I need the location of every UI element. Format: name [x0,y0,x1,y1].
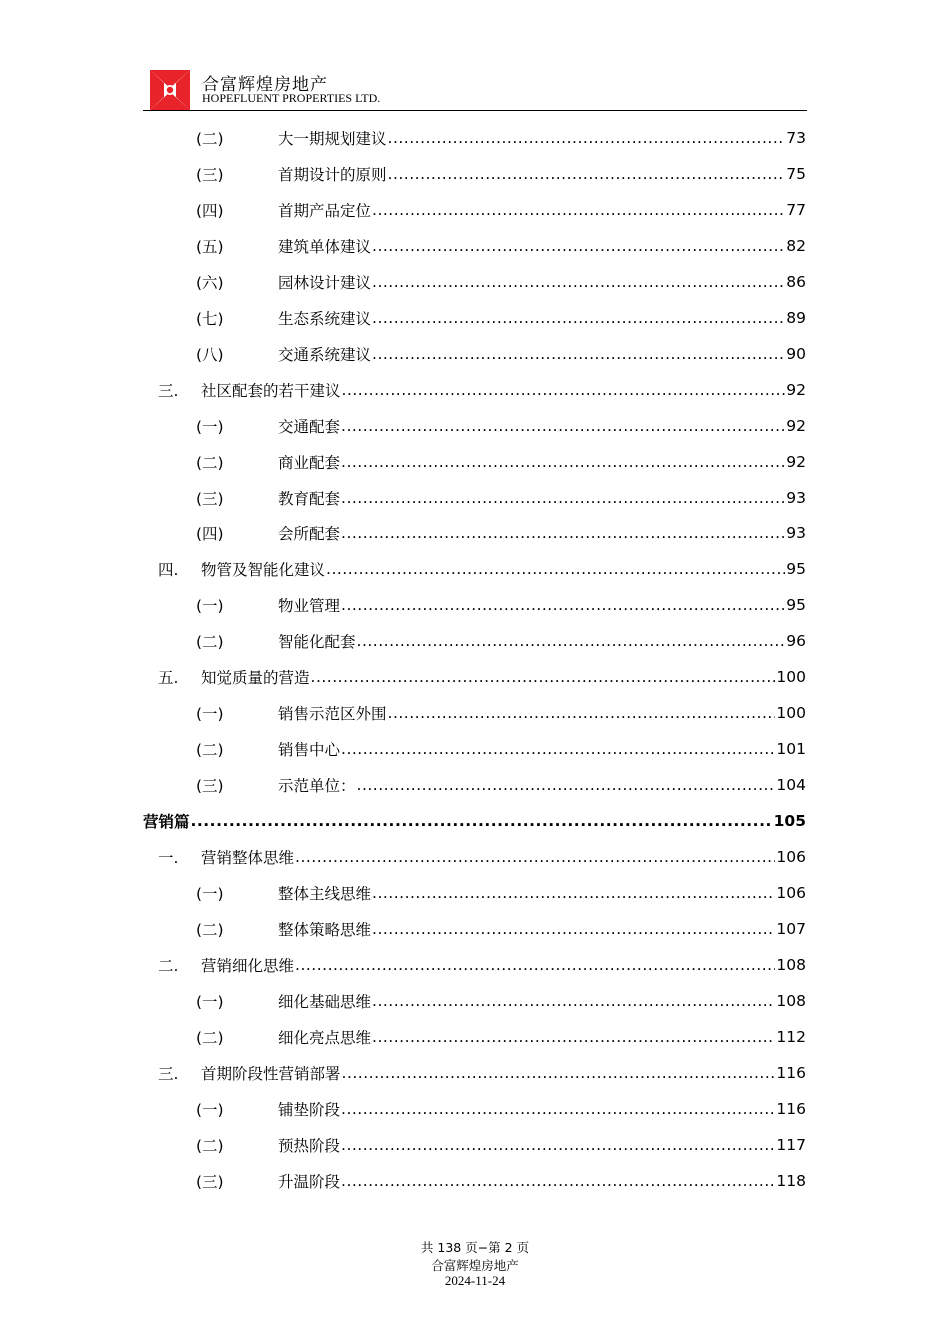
toc-entry-number: (三) [196,777,224,796]
toc-entry-number: (一) [196,705,224,724]
page-header [150,68,807,112]
toc-entry-title: 预热阶段 [278,1136,341,1155]
toc-entry-title: 首期产品定位 [278,201,372,220]
toc-entry-title: 物业管理 [278,597,341,616]
toc-entry[interactable] [196,196,806,224]
toc-entry-page: 93 [786,524,806,543]
toc-entry-title: 交通系统建议 [278,345,372,364]
toc-entry-title: 整体策略思维 [278,920,372,939]
toc-dot-leader [372,237,785,255]
toc-dot-leader [342,1064,776,1082]
toc-entry-title: 细化基础思维 [278,992,372,1011]
toc-entry-title: 交通配套 [278,417,341,436]
toc-entry-page: 73 [786,129,806,147]
toc-dot-leader [388,165,786,183]
toc-entry-number: (一) [196,1100,224,1119]
toc-entry-title: 生态系统建议 [278,309,372,328]
toc-entry-title: 营销细化思维 [201,956,295,975]
toc-entry[interactable] [196,160,806,188]
toc-entry-number: (四) [196,201,224,220]
toc-entry-page: 92 [786,380,806,399]
toc-entry-number: (三) [196,489,224,508]
toc-entry-title: 升温阶段 [278,1172,341,1191]
toc-entry-title: 营销篇 [143,813,190,832]
toc-entry[interactable] [158,843,806,871]
toc-entry[interactable] [196,124,806,152]
toc-entry[interactable] [143,807,806,835]
toc-entry[interactable] [196,519,806,547]
toc-entry-page: 96 [786,632,806,651]
toc-entry-page: 100 [776,668,806,687]
toc-dot-leader [295,956,775,974]
toc-entry-page: 118 [776,1171,806,1190]
footer-date: 2024-11-24 [444,1273,506,1288]
toc-entry-number: (三) [196,1172,224,1191]
toc-entry-page: 86 [786,272,806,291]
toc-entry-title: 建筑单体建议 [278,237,372,256]
toc-entry-page: 108 [776,991,806,1010]
toc-entry-page: 117 [776,1135,806,1154]
toc-entry[interactable] [158,376,806,404]
toc-entry[interactable] [196,1023,806,1051]
toc-entry-page: 116 [776,1063,806,1082]
toc-entry-number: (八) [196,345,224,364]
toc-entry-title: 商业配套 [278,453,341,472]
toc-dot-leader [341,1172,775,1190]
toc-entry[interactable] [196,232,806,260]
toc-entry-number: 三. [158,1064,179,1083]
toc-entry[interactable] [196,304,806,332]
toc-entry-number: (二) [196,130,224,148]
toc-entry[interactable] [196,627,806,655]
toc-dot-leader [342,381,786,399]
toc-entry-title: 知觉质量的营造 [201,669,310,688]
toc-dot-leader [372,309,785,327]
toc-entry-title: 首期设计的原则 [278,165,387,184]
company-logo [150,70,190,110]
toc-entry-title: 营销整体思维 [201,849,295,867]
toc-entry-number: (二) [196,453,224,472]
toc-dot-leader [357,776,776,794]
toc-entry-number: 四. [158,561,179,580]
toc-entry-page: 101 [776,740,806,759]
toc-entry-number: (二) [196,1028,224,1047]
toc-dot-leader [372,201,785,219]
toc-entry-page: 106 [776,848,806,866]
toc-dot-leader [341,453,785,471]
toc-entry-page: 100 [776,704,806,723]
toc-entry-title: 物管及智能化建议 [201,561,326,580]
toc-entry[interactable] [196,1167,806,1195]
toc-dot-leader [388,129,786,147]
toc-dot-leader [341,596,785,614]
toc-dot-leader [311,668,776,686]
toc-entry[interactable] [196,987,806,1015]
toc-entry[interactable] [196,412,806,440]
toc-entry-title: 会所配套 [278,525,341,544]
toc-entry-number: 二. [158,956,179,975]
toc-entry-page: 105 [773,812,806,831]
toc-dot-leader [372,992,775,1010]
toc-dot-leader [372,345,785,363]
toc-entry-number: (二) [196,1136,224,1155]
toc-dot-leader [372,884,775,902]
toc-entry-title: 铺垫阶段 [278,1100,341,1119]
toc-dot-leader [326,560,785,578]
toc-entry-number: (一) [196,417,224,436]
toc-entry-number: (二) [196,920,224,939]
toc-dot-leader [341,1136,775,1154]
toc-entry-page: 92 [786,452,806,471]
footer-company: 合富辉煌房地产 [431,1258,519,1273]
header-divider [143,110,807,111]
toc-entry-number: (六) [196,273,224,292]
toc-entry-page: 77 [786,200,806,219]
toc-entry[interactable] [196,484,806,512]
toc-entry-title: 教育配套 [278,489,341,508]
toc-entry[interactable] [196,340,806,368]
toc-entry-page: 90 [786,344,806,363]
toc-entry-page: 93 [786,488,806,507]
toc-entry[interactable] [196,448,806,476]
toc-entry-number: (五) [196,237,224,256]
toc-entry[interactable] [196,1131,806,1159]
toc-dot-leader [341,417,785,435]
toc-entry-number: 五. [158,669,179,688]
toc-entry-number: 一. [158,849,179,867]
toc-entry[interactable] [158,663,806,691]
toc-entry-page: 106 [776,883,806,902]
toc-dot-leader [341,1100,775,1118]
toc-entry[interactable] [196,268,806,296]
toc-entry-number: (二) [196,633,224,652]
toc-entry-page: 112 [776,1027,806,1046]
toc-entry-number: (七) [196,309,224,328]
toc-entry[interactable] [196,771,806,799]
toc-entry[interactable] [196,735,806,763]
toc-entry-number: (一) [196,597,224,616]
toc-entry-page: 75 [786,164,806,183]
toc-entry-page: 107 [776,919,806,938]
toc-entry-page: 95 [786,560,806,579]
toc-entry-title: 细化亮点思维 [278,1028,372,1047]
toc-entry[interactable] [196,915,806,943]
toc-entry[interactable] [158,1059,806,1087]
toc-entry-title: 销售中心 [278,741,341,760]
toc-dot-leader [388,704,776,722]
toc-dot-leader [357,632,786,650]
toc-entry-number: (四) [196,525,224,544]
toc-dot-leader [295,848,775,866]
toc-entry-number: (一) [196,992,224,1011]
toc-entry-title: 智能化配套 [278,633,356,652]
toc-entry[interactable] [158,951,806,979]
toc-entry[interactable] [196,1095,806,1123]
toc-entry-number: 三. [158,381,179,400]
toc-entry-title: 整体主线思维 [278,884,372,903]
toc-entry-page: 92 [786,416,806,435]
toc-entry[interactable] [196,879,806,907]
toc-entry-number: (二) [196,741,224,760]
toc-entry[interactable] [196,699,806,727]
toc-entry[interactable] [196,591,806,619]
toc-dot-leader [372,1028,775,1046]
toc-dot-leader [372,273,785,291]
toc-entry-page: 82 [786,236,806,255]
company-name-cn: 合富辉煌房地产 [202,75,328,95]
toc-dot-leader [341,740,775,758]
toc-entry-title: 园林设计建议 [278,273,372,292]
toc-entry-number: (三) [196,165,224,184]
toc-entry[interactable] [158,555,806,583]
toc-dot-leader [341,489,785,507]
toc-entry-title: 销售示范区外围 [278,705,387,724]
toc-dot-leader [372,920,775,938]
toc-entry-page: 89 [786,308,806,327]
toc-entry-page: 95 [786,596,806,615]
toc-entry-page: 116 [776,1099,806,1118]
toc-entry-title: 示范单位： [278,777,356,796]
footer-page-info: 共 138 页−第 2 页 [420,1240,530,1255]
toc-entry-page: 108 [776,955,806,974]
toc-entry-number: (一) [196,884,224,903]
toc-entry-title: 首期阶段性营销部署 [201,1064,341,1083]
toc-entry-title: 大一期规划建议 [278,130,387,148]
toc-entry-title: 社区配套的若干建议 [201,381,341,400]
company-name-en: HOPEFLUENT PROPERTIES LTD. [202,91,381,105]
toc-dot-leader [341,524,785,542]
toc-dot-leader [191,812,773,830]
toc-entry-page: 104 [776,776,806,795]
